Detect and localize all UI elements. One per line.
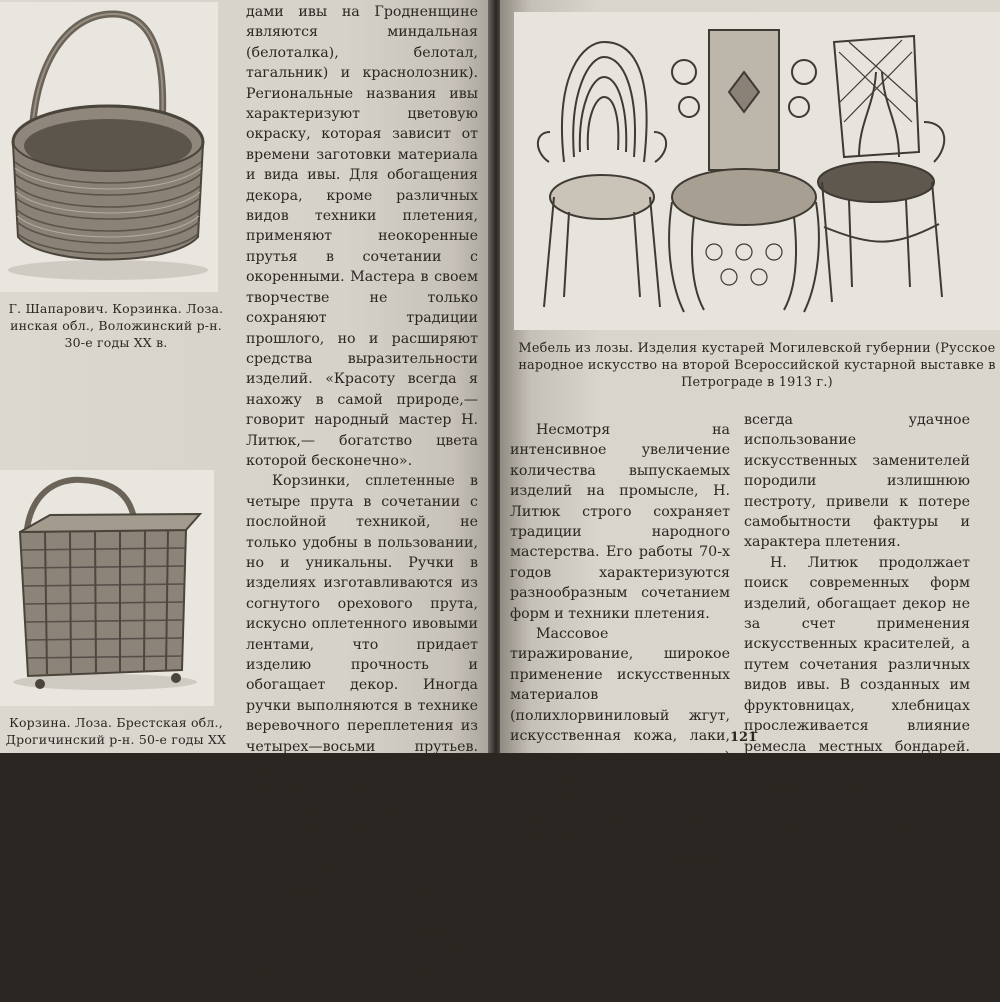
- round-basket-photo: [0, 2, 218, 292]
- paragraph: дами ивы на Гродненщине являются миндальная (белоталка), белотал, тагальник) и краснолозник). Региональные названия ивы характеризуют цветовую окраску, которая зависит от времени заготовки материала и вида ивы. Для обогащения декора, кроме различных видов техники плетения, применяют неокоренные прутья в сочетании с окоренными. Мастера в своем творчестве не только сохраняют традиции прошлого, но и расширяют средства выразительности изделий. «Красоту всегда я нахожу в самой природе,— говорит народный мастер Н. Литюк,— богатство цвета которой бесконечно».: [246, 4, 478, 469]
- right-page: [500, 0, 1000, 887]
- wicker-chairs-illustration: [514, 12, 1000, 330]
- round-basket-caption: Г. Шапарович. Корзинка. Лоза. инская обл., Воложинский р-н. 30-е годы XX в.: [8, 301, 224, 350]
- furniture-photo: [514, 12, 1000, 330]
- square-basket-illustration: [0, 470, 214, 706]
- paragraph: Корзинки, сплетенные в четыре прута в сочетании с послойной техникой, не только удобны в пользовании, но и уникальны. Ручки в изделиях изготавливаются из согнутого орехового прута, искусно оплетенного ивовыми лентами, что придает изделию прочность и обогащает декор. Иногда ручки выполняются в технике веревочного переплетения из четырех—восьми прутьев. Прутья могут применяться как однородные, так и из разнообразных видов ивы.: [246, 473, 478, 816]
- paragraph: Массовое тиражирование, широкое применение искусственных материалов (полихлорвиниловый жгут, искусственная кожа, лаки, водорастворимые краски) привели к некоторому снижению своеобразия и художественной ценности традиционных изделий. Отказ от традиционных материалов и не: [510, 626, 730, 887]
- page-number: 121: [730, 730, 758, 745]
- right-text-column-1: [510, 420, 730, 889]
- left-text-column: [246, 2, 478, 1002]
- square-basket-photo: [0, 470, 214, 706]
- paragraph: В творчестве Н. Литюка прослеживается стилистическая общность с народным традиционным лозоплетением Западного Полесья, отличающимся богатством цветовых сочетаний и конструктивной строгостью.: [246, 820, 478, 1000]
- furniture-caption: Мебель из лозы. Изделия кустарей Могилевской губернии (Русское народное искусство на второй Всероссийской кустарной выставке в Петрограде в 1913 г.): [518, 341, 996, 390]
- paragraph: Н. Литюк продолжает поиск современных форм изделий, обогащает декор не за счет применения искусственных красителей, а путем сочетания различных видов ивы. В созданных им фруктовницах, хлебницах прослеживается влияние ремесла местных бондарей. Плетение в два прута с последовательным перевиванием создает функционально прочное и в то же время при-: [744, 554, 970, 857]
- round-basket-illustration: [0, 2, 218, 292]
- right-text-column-2: [744, 410, 970, 859]
- paragraph: Несмотря на интенсивное увеличение количества выпускаемых изделий на промысле, Н. Литюк строго сохраняет традиции народного мастерства. Его работы 70-х годов характеризуются разнообразным сочетанием форм и техники плетения.: [510, 422, 730, 622]
- left-page: [0, 0, 492, 1000]
- square-basket-caption: Корзина. Лоза. Брестская обл., Дрогичинский р-н. 50-е годы XX в.: [5, 715, 227, 764]
- paragraph: всегда удачное использование искусственных заменителей породили излишнюю пестроту, привели к потере самобытности фактуры и характера плетения.: [744, 412, 970, 551]
